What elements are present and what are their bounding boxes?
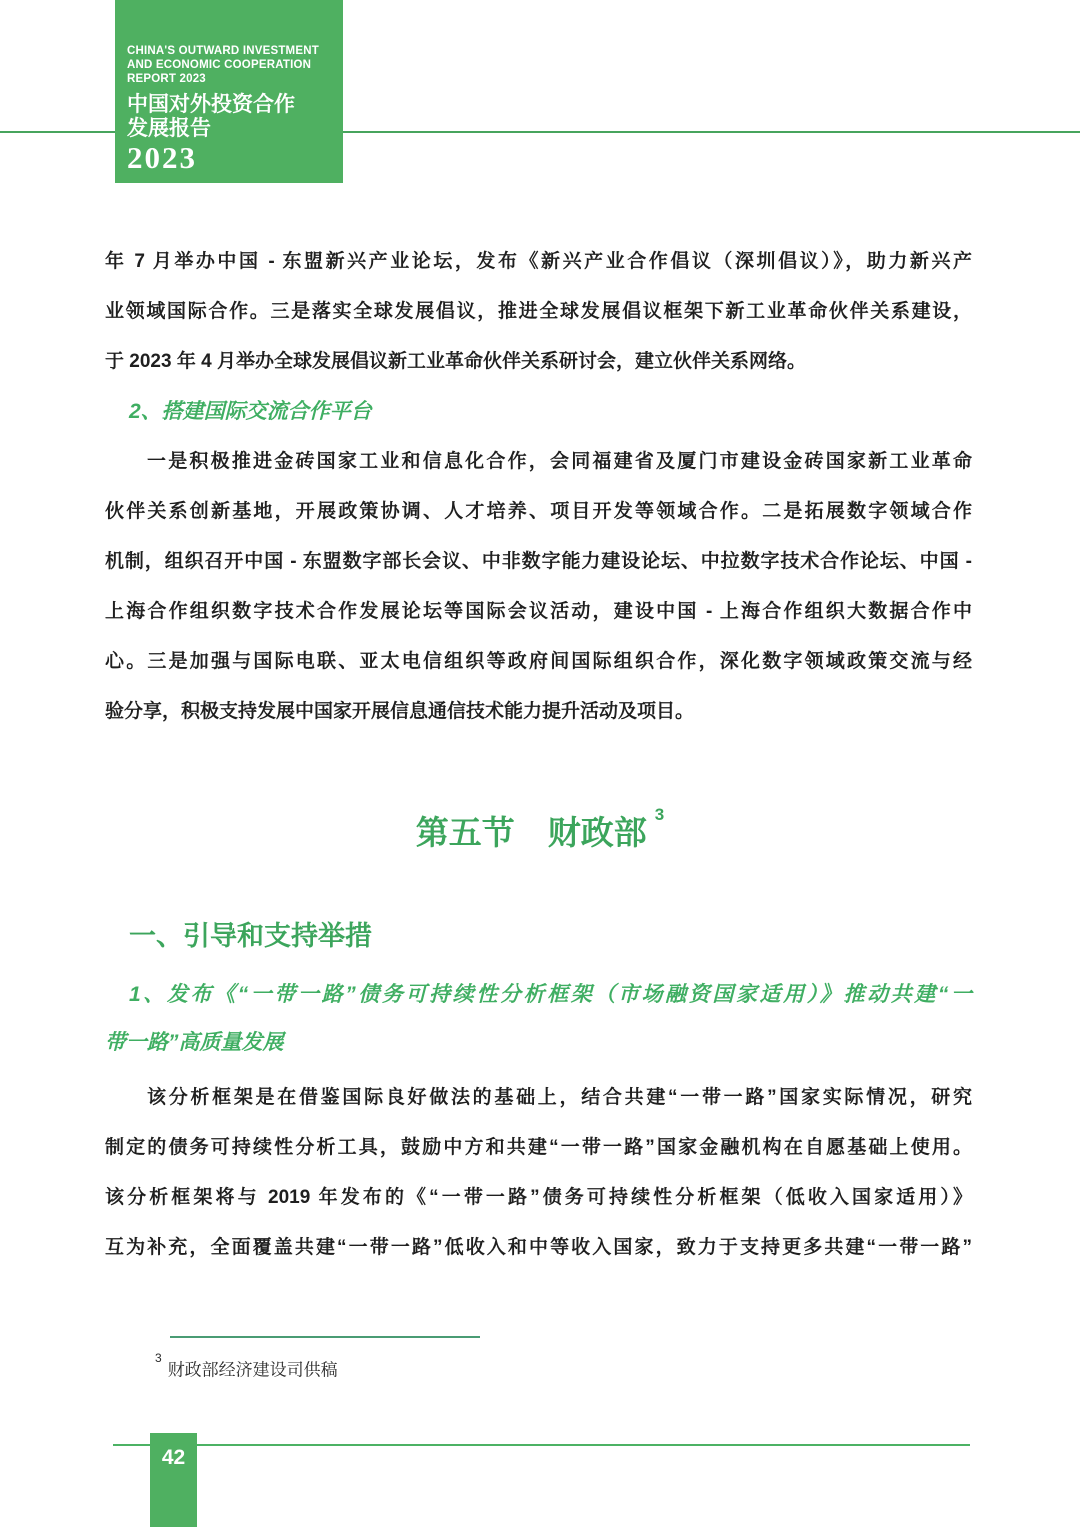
bottom-rule <box>113 1444 970 1446</box>
paragraph-line: 于 2023 年 4 月举办全球发展倡议新工业革命伙伴关系研讨会，建立伙伴关系网络。 <box>105 351 806 372</box>
report-title-en-line: AND ECONOMIC COOPERATION <box>127 59 312 71</box>
report-year: 2023 <box>127 140 197 175</box>
report-title-cn <box>127 93 335 141</box>
subheading-green: 2、搭建国际交流合作平台 <box>129 400 372 423</box>
report-masthead <box>115 0 343 183</box>
page-number-tab <box>150 1433 197 1527</box>
footnote-marker: 3 <box>155 1351 162 1365</box>
section-title <box>0 798 1080 856</box>
paragraph-line: 互为补充，全面覆盖共建“一带一路”低收入和中等收入国家，致力于支持更多共建“一带一路” <box>105 1237 972 1258</box>
paragraph-line: 该分析框架是在借鉴国际良好做法的基础上，结合共建“一带一路”国家实际情况，研究 <box>147 1087 972 1108</box>
paragraph-line: 该分析框架将与 2019 年发布的《“一带一路”债务可持续性分析框架（低收入国家适用）》 <box>105 1187 972 1208</box>
footnote-rule <box>170 1336 480 1338</box>
report-title-cn-line: 发展报告 <box>127 117 211 140</box>
paragraph-line: 制定的债务可持续性分析工具，鼓励中方和共建“一带一路”国家金融机构在自愿基础上使用。 <box>105 1137 972 1158</box>
section-title-text: 第五节 财政部 <box>415 814 647 851</box>
subheading-green-line: 1、发布《“一带一路”债务可持续性分析框架（市场融资国家适用）》推动共建“一 <box>129 983 972 1006</box>
heading-measures: 一、引导和支持举措 <box>129 921 372 951</box>
footnote <box>155 1346 338 1384</box>
report-title-en-line: REPORT 2023 <box>127 73 206 85</box>
paragraph-line: 年 7 月举办中国 - 东盟新兴产业论坛，发布《新兴产业合作倡议（深圳倡议）》，助力新兴产 <box>105 251 972 272</box>
paragraph-line: 心。三是加强与国际电联、亚太电信组织等政府间国际组织合作，深化数字领域政策交流与经 <box>105 651 972 672</box>
paragraph-line: 业领域国际合作。三是落实全球发展倡议，推进全球发展倡议框架下新工业革命伙伴关系建设， <box>105 301 972 322</box>
paragraph-line: 上海合作组织数字技术合作发展论坛等国际会议活动，建设中国 - 上海合作组织大数据合作中 <box>105 601 972 622</box>
footnote-text: 财政部经济建设司供稿 <box>167 1360 338 1380</box>
paragraph-line: 伙伴关系创新基地，开展政策协调、人才培养、项目开发等领域合作。二是拓展数字领域合作 <box>105 501 972 522</box>
report-title-cn-line: 中国对外投资合作 <box>127 93 295 116</box>
subheading-green-line: 带一路”高质量发展 <box>105 1031 284 1054</box>
paragraph-line: 一是积极推进金砖国家工业和信息化合作，会同福建省及厦门市建设金砖国家新工业革命 <box>147 451 972 472</box>
paragraph-line: 机制，组织召开中国 - 东盟数字部长会议、中非数字能力建设论坛、中拉数字技术合作论坛、中国 - <box>105 551 972 572</box>
page-number: 42 <box>161 1446 186 1469</box>
report-title-en-line: CHINA'S OUTWARD INVESTMENT <box>127 45 319 57</box>
paragraph-line: 验分享，积极支持发展中国家开展信息通信技术能力提升活动及项目。 <box>105 701 695 722</box>
section-title-footnote-ref: 3 <box>654 805 665 824</box>
